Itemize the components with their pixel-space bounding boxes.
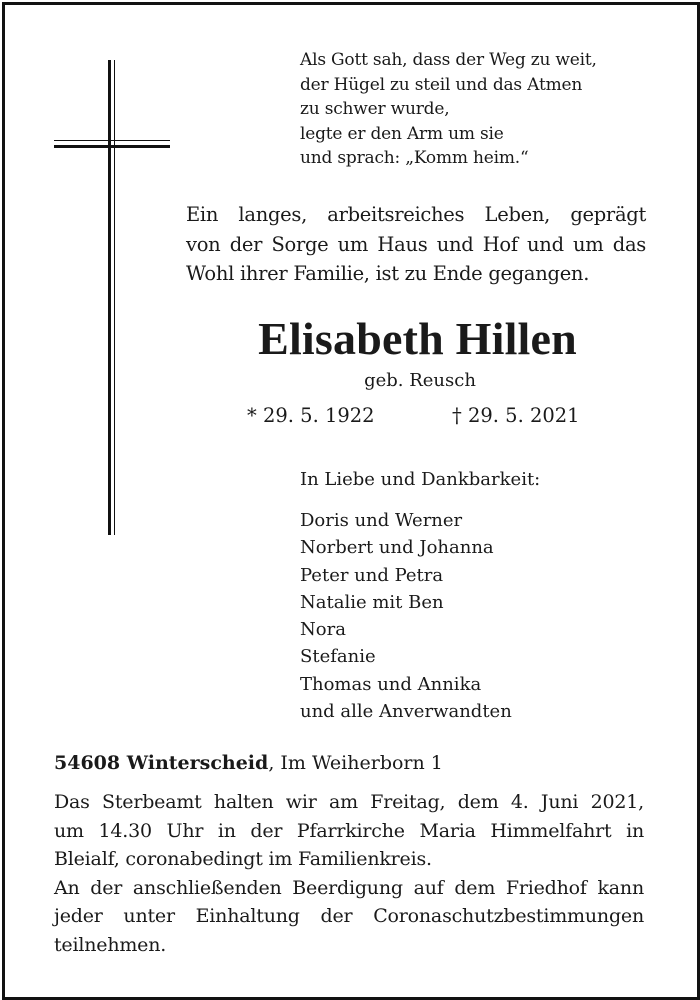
notice-line: teilnehmen. [54, 933, 167, 956]
mourners-list [300, 507, 512, 725]
intro-line: von der Sorge um Haus und Hof und um das [186, 232, 646, 256]
verse-line: legte er den Arm um sie [300, 123, 504, 144]
verse-line: Als Gott sah, dass der Weg zu weit, [300, 50, 597, 70]
mourner-item: Natalie mit Ben [300, 591, 444, 613]
intro-text [186, 200, 646, 289]
thanks-line: In Liebe und Dankbarkeit: [300, 469, 541, 490]
birth-date: * 29. 5. 1922 [247, 404, 375, 427]
notice-line: Das Sterbeamt halten wir am Freitag, dem 4. Juni 2021, [54, 791, 644, 813]
verse-line: der Hügel zu steil und das Atmen [300, 74, 583, 95]
intro-line: Ein langes, arbeitsreiches Leben, geprägt [186, 203, 646, 226]
address-place: 54608 Winterscheid [54, 752, 269, 774]
verse-poem [300, 48, 597, 171]
mourner-item: Peter und Petra [300, 564, 444, 586]
death-date: † 29. 5. 2021 [452, 404, 580, 427]
notice-line: An der anschließenden Beerdigung auf dem Friedhof kann [54, 876, 644, 899]
notice-line: Bleialf, coronabedingt im Familienkreis. [54, 848, 432, 870]
mourner-item: Doris und Werner [300, 510, 463, 531]
mourner-item: Thomas und Annika [300, 673, 482, 695]
verse-line: zu schwer wurde, [300, 99, 450, 119]
notice-line: jeder unter Einhaltung der Coronaschutzbestimmungen [54, 905, 644, 927]
address-street: , Im Weiherborn 1 [268, 752, 443, 774]
deceased-name: Elisabeth Hillen [258, 313, 577, 364]
funeral-notice [54, 788, 644, 959]
intro-line: Wohl ihrer Familie, ist zu Ende gegangen. [186, 262, 590, 285]
verse-line: und sprach: „Komm heim.“ [300, 148, 529, 168]
mourner-item: Nora [300, 619, 346, 641]
mourner-item: und alle Anverwandten [300, 701, 512, 723]
notice-line: um 14.30 Uhr in der Pfarrkirche Maria Himmelfahrt in [54, 819, 644, 842]
mourner-item: Norbert und Johanna [300, 537, 494, 559]
birth-name: geb. Reusch [364, 370, 476, 391]
mourner-item: Stefanie [300, 646, 376, 668]
family-address [54, 752, 443, 774]
